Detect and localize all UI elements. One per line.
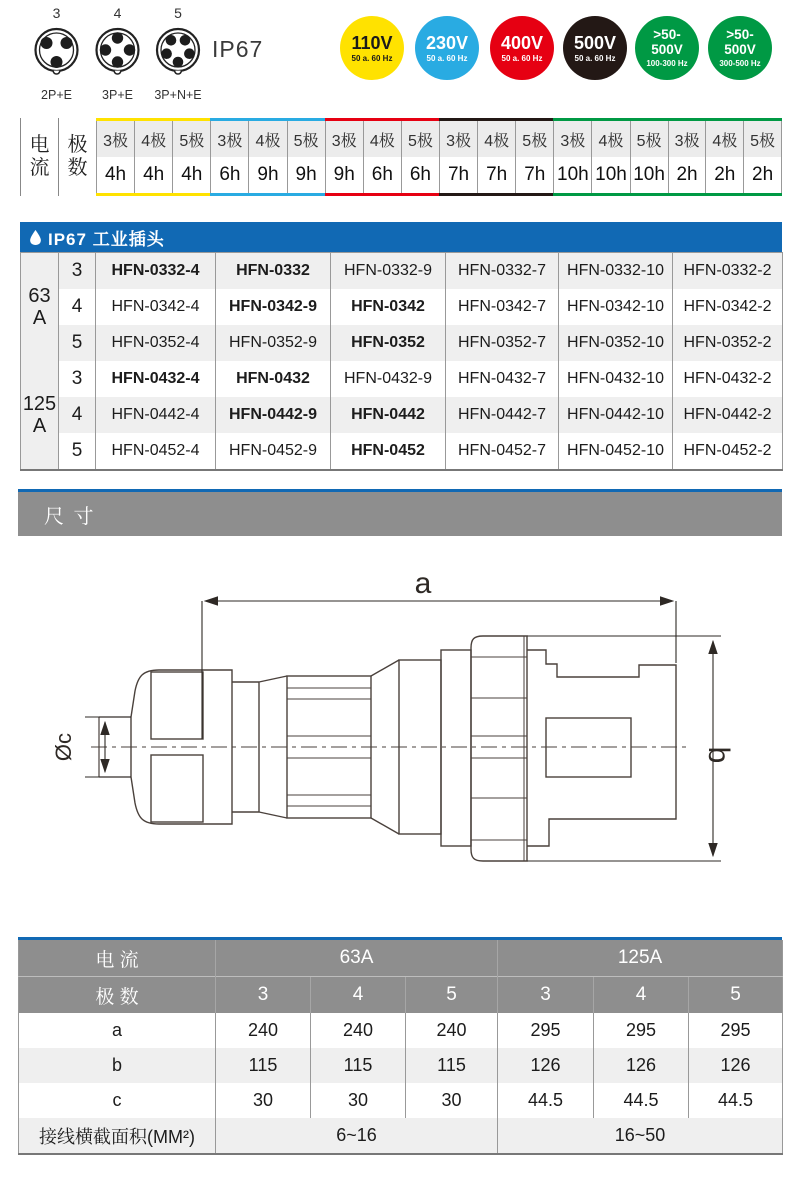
dimensions-title: 尺 寸 [44,505,96,528]
connector-pin-count: 5 [174,5,182,21]
hour-value: 4h [173,157,210,193]
connector-wiring-label: 2P+E [41,88,72,102]
size-table [18,940,783,1155]
dim-row-label: c [112,1090,122,1110]
hour-value: 10h [554,157,591,193]
model-cell: HFN-0432-9 [331,361,446,397]
voltage-badge-50-500v-b [708,16,772,80]
badge-voltage2: 500V [651,41,683,57]
model-cell: HFN-0452-4 [96,433,216,470]
dimensions-section-header [18,489,782,536]
wire-area-label: 接线横截面积(MM²) [19,1118,216,1154]
model-cell: HFN-0432-2 [673,361,783,397]
pole-header: 4极 [706,121,743,157]
hour-value: 9h [249,157,286,193]
hour-group-green-1 [553,118,667,196]
pole-header: 3极 [669,121,706,157]
model-cell: HFN-0442-10 [559,397,673,433]
model-cell: HFN-0332-10 [559,253,673,290]
dim-value: 295 [594,1013,689,1048]
pole-header: 5极 [744,121,781,157]
model-cell: HFN-0332-4 [96,253,216,290]
model-table-title: IP67 工业插头 [48,229,165,249]
current-125a-header: 125A [498,940,783,977]
pole-header: 5极 [173,121,210,157]
connector-wiring-label: 3P+N+E [154,88,202,102]
badge-voltage: >50- [653,27,681,43]
model-cell: HFN-0332-2 [673,253,783,290]
model-cell: HFN-0352-9 [216,325,331,361]
model-cell: HFN-0442-2 [673,397,783,433]
model-cell: HFN-0442-7 [446,397,559,433]
model-cell: HFN-0432-10 [559,361,673,397]
pole-header: 3极 [97,121,134,157]
hour-group-yellow [96,118,210,196]
pole-col-header: 3 [498,977,594,1014]
dim-value: 30 [406,1083,498,1118]
pole-cell: 4 [59,397,96,433]
model-table-title-bar [20,222,782,252]
model-table-section [20,222,782,471]
wire-area-63a: 6~16 [216,1118,498,1154]
dim-label-b: b [702,746,735,764]
hour-value: 2h [669,157,706,193]
dim-label-c: Øc [51,732,76,762]
model-cell: HFN-0352-10 [559,325,673,361]
table-row [21,397,783,433]
pole-cell: 5 [59,325,96,361]
model-cell: HFN-0452-9 [216,433,331,470]
dim-value: 126 [498,1048,594,1083]
hour-value: 9h [288,157,325,193]
badge-voltage2: 500V [724,41,756,57]
hour-table-current-label: 电流 [20,118,58,196]
pole-cell: 4 [59,289,96,325]
model-cell: HFN-0432 [216,361,331,397]
hour-group-green-2 [668,118,782,196]
hour-value: 10h [592,157,629,193]
model-cell: HFN-0342-7 [446,289,559,325]
dim-value: 44.5 [594,1083,689,1118]
model-cell: HFN-0342-2 [673,289,783,325]
size-row-a [19,1013,783,1048]
connector-pin-count: 4 [113,5,122,21]
pole-cell: 3 [59,361,96,397]
dim-label-a: a [414,567,432,600]
hour-value: 2h [706,157,743,193]
dim-value: 126 [689,1048,783,1083]
connector-wiring-label: 3P+E [102,88,133,102]
badge-voltage: >50- [726,27,754,43]
hour-value: 6h [211,157,248,193]
model-cell: HFN-0352-2 [673,325,783,361]
voltage-badge-500v [563,16,627,80]
model-cell: HFN-0432-7 [446,361,559,397]
dim-value: 44.5 [498,1083,594,1118]
hour-value: 2h [744,157,781,193]
pole-cell: 3 [59,253,96,290]
ip67-rating-label: IP67 [212,36,264,62]
dim-value: 115 [406,1048,498,1083]
badge-voltage: 230V [425,32,469,53]
size-row-b [19,1048,783,1083]
model-table [20,252,783,471]
badge-voltage: 500V [573,32,617,53]
model-cell: HFN-0332-9 [331,253,446,290]
pole-cell: 5 [59,433,96,470]
model-cell: HFN-0332-7 [446,253,559,290]
pole-header: 4极 [364,121,401,157]
hour-value: 4h [97,157,134,193]
badge-frequency: 50 a. 60 Hz [426,53,468,63]
drop-icon [30,230,41,245]
hour-value: 6h [402,157,439,193]
model-cell: HFN-0452-7 [446,433,559,470]
hour-table-poles-label: 极数 [58,118,96,196]
model-cell: HFN-0342-10 [559,289,673,325]
badge-voltage: 400V [500,32,544,53]
dim-value: 126 [594,1048,689,1083]
table-row [21,433,783,470]
hour-group-blue [210,118,324,196]
current-63a-header: 63A [216,940,498,977]
hour-value: 6h [364,157,401,193]
pole-header: 4极 [249,121,286,157]
voltage-badge-110v [340,16,404,80]
table-row [21,253,783,290]
model-cell: HFN-0452 [331,433,446,470]
badge-frequency: 300-500 Hz [719,58,761,68]
pole-header: 5极 [288,121,325,157]
model-cell: HFN-0442 [331,397,446,433]
badge-frequency: 50 a. 60 Hz [574,53,616,63]
voltage-badge-230v [415,16,479,80]
pole-hour-table [20,118,782,196]
size-row-wire-area [19,1118,783,1154]
model-cell: HFN-0442-9 [216,397,331,433]
pole-header: 3极 [440,121,477,157]
dim-row-label: a [111,1020,122,1040]
voltage-badge-400v [490,16,554,80]
model-cell: HFN-0342-9 [216,289,331,325]
current-group-63a: 63 A [21,253,59,362]
dim-value: 30 [216,1083,311,1118]
pole-col-header: 5 [689,977,783,1014]
current-group-125a: 125 A [21,361,59,470]
dim-value: 240 [406,1013,498,1048]
size-header-current [19,940,783,977]
model-cell: HFN-0352-4 [96,325,216,361]
model-cell: HFN-0432-4 [96,361,216,397]
table-row [21,289,783,325]
voltage-badges [0,0,800,110]
hour-group-black [439,118,553,196]
model-cell: HFN-0332 [216,253,331,290]
pole-header: 3极 [211,121,248,157]
pole-header: 4极 [478,121,515,157]
pole-header: 5极 [402,121,439,157]
table-row [21,325,783,361]
dim-row-label: b [19,1048,216,1083]
model-cell: HFN-0452-2 [673,433,783,470]
badge-voltage: 110V [351,32,393,53]
pole-col-header: 5 [406,977,498,1014]
model-cell: HFN-0342-4 [96,289,216,325]
size-table-section [18,937,782,1155]
pole-header: 5极 [631,121,668,157]
pole-header: 4极 [135,121,172,157]
model-cell: HFN-0442-4 [96,397,216,433]
table-row [21,361,783,397]
size-row-c [19,1083,783,1118]
hour-value: 7h [440,157,477,193]
badge-frequency: 100-300 Hz [646,58,688,68]
model-cell: HFN-0352 [331,325,446,361]
badge-frequency: 50 a. 60 Hz [351,53,393,63]
dim-value: 115 [311,1048,406,1083]
hour-value: 7h [516,157,553,193]
plug-outline [99,636,676,861]
wire-area-125a: 16~50 [498,1118,783,1154]
model-cell: HFN-0352-7 [446,325,559,361]
model-cell: HFN-0342 [331,289,446,325]
hour-group-red [325,118,439,196]
size-header-poles [19,977,783,1014]
hour-value: 9h [326,157,363,193]
hour-value: 7h [478,157,515,193]
dim-value: 295 [689,1013,783,1048]
pole-header: 3极 [554,121,591,157]
pole-col-header: 4 [594,977,689,1014]
dim-value: 240 [216,1013,311,1048]
pole-col-header: 3 [216,977,311,1014]
pole-header: 3极 [326,121,363,157]
pole-header-label: 极 数 [19,977,216,1014]
pole-header: 4极 [592,121,629,157]
dim-value: 240 [311,1013,406,1048]
dim-value: 295 [498,1013,594,1048]
dim-value: 44.5 [689,1083,783,1118]
pole-col-header: 4 [311,977,406,1014]
voltage-badge-50-500v-a [635,16,699,80]
hour-groups [96,118,782,196]
connector-pin-count: 3 [52,5,61,21]
hour-value: 10h [631,157,668,193]
dimension-drawing [19,559,781,914]
badge-frequency: 50 a. 60 Hz [501,53,543,63]
dim-value: 30 [311,1083,406,1118]
current-header-label: 电 流 [19,940,216,977]
model-cell: HFN-0452-10 [559,433,673,470]
hour-value: 4h [135,157,172,193]
pole-header: 5极 [516,121,553,157]
top-section [0,0,800,118]
dim-value: 115 [216,1048,311,1083]
